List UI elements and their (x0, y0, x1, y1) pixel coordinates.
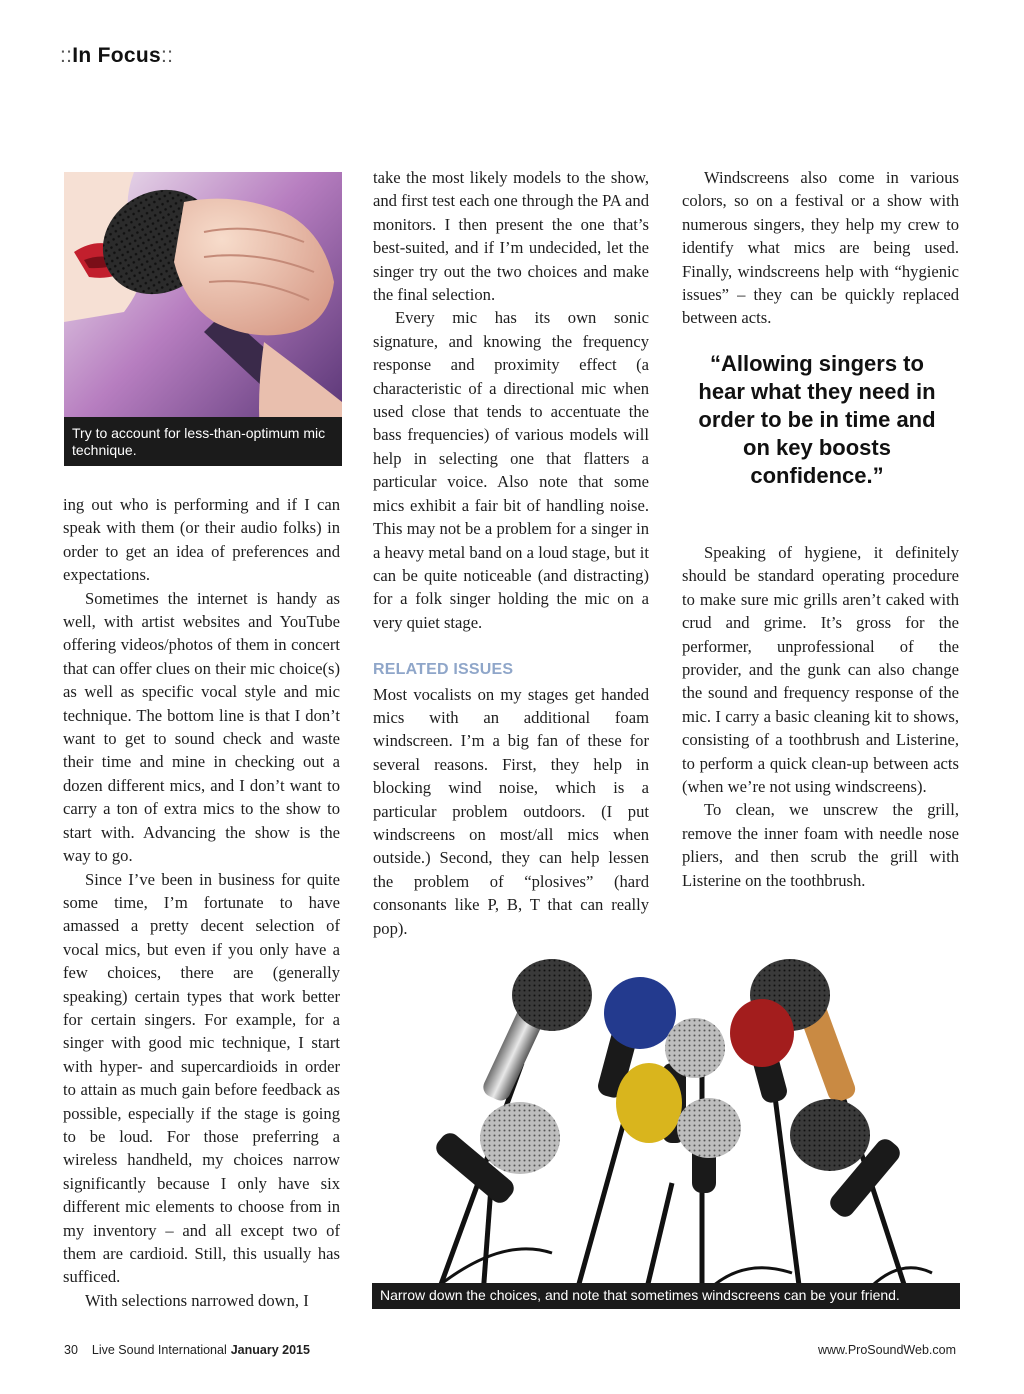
body-paragraph: Speaking of hygiene, it definitely should be standard operating procedure to make sure mic grills aren’t caked with crud and grime. It’s gross for the performer, unprofessional of the provider, and the gunk can also change the sound and frequency response of the mic. I carry a basic cleaning kit to shows, consisting of a toothbrush and Listerine, to perform a quick clean-up between acts (when we’re not using windscreens). (682, 543, 959, 797)
article-column-3 (682, 166, 959, 330)
body-paragraph: Since I’ve been in business for quite some time, I’m fortunate to have amassed a pretty decent selection of vocal mics, but even if you only have a few choices, there are (generally speaking) certain types that work better for certain singers. For example, for a singer with good mic technique, I start with hyper- and supercardioids in order to attain as much gain before feedback as possible, especially if the stage is going to be loud. For those preferring a wireless handheld, my choices narrow significantly because I only have six different mic elements to choose from in my inventory – and all except two of them are cardioid. Still, this usually has sufficed. (63, 869, 340, 1287)
page-number: 30 (64, 1343, 78, 1357)
article-column-3-continued (682, 541, 959, 892)
body-paragraph: Every mic has its own sonic signature, and knowing the frequency response and proximity effect (a characteristic of a directional mic when used close that tends to accentuate the bass frequencies) of various models will help in selecting one that flatters a particular voice. Also note that some mics exhibit a fair bit of handling noise. This may not be a problem for a singer in a heavy metal band on a loud stage, but it can be quite noticeable (and distracting) for a folk singer holding the mic on a very quiet stage. (373, 308, 649, 632)
footer-left (64, 1343, 310, 1357)
microphones-photo (372, 953, 960, 1309)
header-colons-left: :: (60, 44, 73, 67)
body-paragraph: ing out who is performing and if I can speak with them (or their audio folks) in order to get an idea of preferences and expectations. (63, 495, 340, 585)
pull-quote: “Allowing singers to hear what they need in order to be in time and on key boosts confidence.” (698, 351, 936, 488)
section-header (60, 44, 173, 68)
subhead: RELATED ISSUES (373, 661, 514, 679)
body-paragraph: Windscreens also come in various colors, so on a festival or a show with numerous singers, they help my crew to identify what mics are being used. Finally, windscreens help with “hygienic issues” – they can be quickly replaced between acts. (682, 168, 959, 328)
article-column-1 (63, 493, 340, 1312)
photo-caption: Narrow down the choices, and note that sometimes windscreens can be your friend. (372, 1283, 960, 1309)
body-paragraph: With selections narrowed down, I (85, 1290, 309, 1310)
issue-date: January 2015 (230, 1343, 310, 1357)
publication-name: Live Sound International (91, 1343, 227, 1357)
article-column-2 (373, 166, 649, 940)
body-paragraph: take the most likely models to the show, and first test each one through the PA and monitors. I then present the one that’s best-suited, and if I’m undecided, let the singer try out the two choices and make the final selection. (373, 168, 649, 305)
body-paragraph: To clean, we unscrew the grill, remove the inner foam with needle nose pliers, and then scrub the grill with Listerine on the toothbrush. (682, 800, 959, 890)
footer-website: www.ProSoundWeb.com (817, 1343, 956, 1357)
header-colons-right: :: (161, 44, 174, 67)
section-title: In Focus (72, 44, 162, 67)
body-paragraph: Most vocalists on my stages get handed mics with an additional foam windscreen. I’m a big fan of these for several reasons. First, they help in blocking wind noise, which is a particular problem outdoors. (I put windscreens on most/all mics when outside.) Second, they can help lessen the problem of “plosives” (hard consonants like P, B, T that can really pop). (373, 684, 649, 938)
singer-photo (64, 172, 342, 466)
photo-caption: Try to account for less-than-optimum mic technique. (64, 417, 342, 466)
microphones-cluster-image (372, 953, 960, 1309)
body-paragraph: Sometimes the internet is handy as well, with artist websites and YouTube offering videos/photos of them in concert that can offer clues on their mic choice(s) as well as specific vocal style and mic technique. The bottom line is that I don’t want to get to sound check and waste their time and mine in checking out a dozen different mics, and I don’t want to carry a ton of extra mics to the show to start with. Advancing the show is the way to go. (63, 588, 340, 866)
